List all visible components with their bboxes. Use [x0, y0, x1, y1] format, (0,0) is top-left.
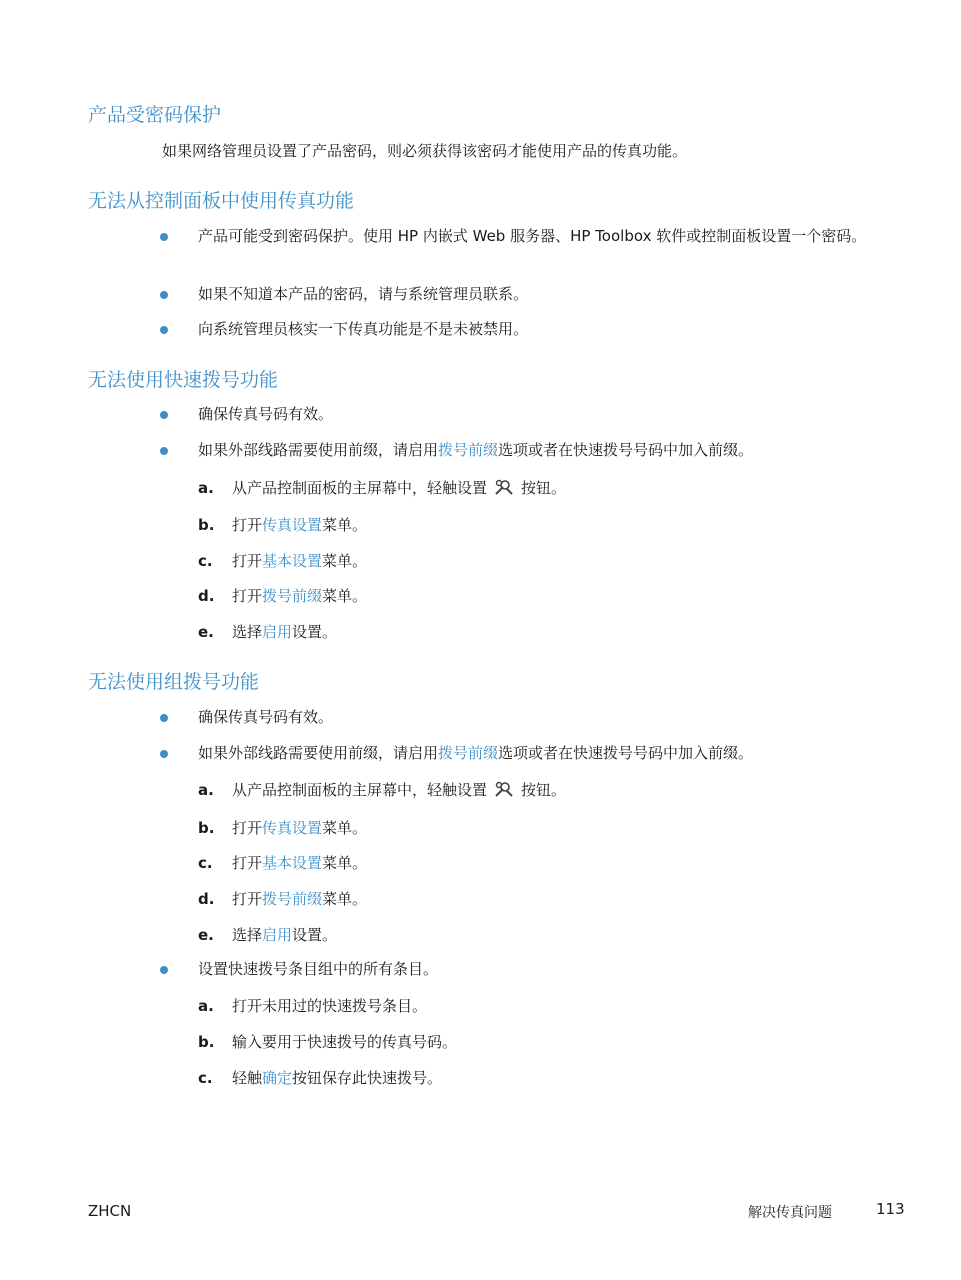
- bullet-text: 向系统管理员核实一下传真功能是不是未被禁用。: [198, 320, 529, 338]
- bullet-text: 确保传真号码有效。: [198, 405, 334, 423]
- bullet-dot: [160, 411, 168, 419]
- step-item: a. 打开未用过的快速拨号条目。: [198, 997, 428, 1015]
- fax-setup-link[interactable]: 传真设置: [262, 516, 323, 534]
- footer-chapter-title: 解决传真问题: [748, 1205, 832, 1221]
- step-item: a. 从产品控制面板的主屏幕中，轻触设置 按钮。: [198, 479, 567, 497]
- bullet-dot: [160, 750, 168, 758]
- step-item: c. 打开基本设置菜单。: [198, 552, 368, 570]
- settings-wrench-icon: [493, 479, 515, 497]
- dial-prefix-link[interactable]: 拨号前缀: [438, 441, 499, 459]
- footer-locale: ZHCN: [88, 1202, 132, 1220]
- enable-link[interactable]: 启用: [262, 926, 293, 944]
- bullet-text: 如果不知道本产品的密码，请与系统管理员联系。: [198, 285, 529, 303]
- step-item: b. 打开传真设置菜单。: [198, 516, 368, 534]
- section-title-group-dial: 无法使用组拨号功能: [88, 671, 260, 693]
- section-title-speed-dial: 无法使用快速拨号功能: [88, 369, 279, 391]
- dial-prefix-menu-link[interactable]: 拨号前缀: [262, 587, 323, 605]
- step-item: e. 选择启用设置。: [198, 926, 338, 944]
- enable-link[interactable]: 启用: [262, 623, 293, 641]
- bullet-text: 设置快速拨号条目组中的所有条目。: [198, 960, 439, 978]
- bullet-dot: [160, 291, 168, 299]
- ok-link[interactable]: 确定: [262, 1069, 293, 1087]
- bullet-text: 产品可能受到密码保护。使用 HP 内嵌式 Web 服务器、HP Toolbox 软件或控制面板设置一个密码。: [198, 227, 867, 245]
- dial-prefix-link[interactable]: 拨号前缀: [438, 744, 499, 762]
- step-item: b. 打开传真设置菜单。: [198, 819, 368, 837]
- step-item: e. 选择启用设置。: [198, 623, 338, 641]
- step-item: c. 轻触确定按钮保存此快速拨号。: [198, 1069, 443, 1087]
- step-item: a. 从产品控制面板的主屏幕中，轻触设置 按钮。: [198, 781, 567, 799]
- bullet-dot: [160, 966, 168, 974]
- step-item: b. 输入要用于快速拨号的传真号码。: [198, 1033, 458, 1051]
- section-title-password: 产品受密码保护: [88, 104, 222, 126]
- settings-wrench-icon: [493, 781, 515, 799]
- page-number: 113: [876, 1200, 905, 1218]
- bullet-text-prefix: 如果外部线路需要使用前缀，请启用拨号前缀选项或者在快速拨号号码中加入前缀。: [198, 744, 754, 762]
- dial-prefix-menu-link[interactable]: 拨号前缀: [262, 890, 323, 908]
- bullet-text-prefix: 如果外部线路需要使用前缀，请启用拨号前缀选项或者在快速拨号号码中加入前缀。: [198, 441, 754, 459]
- bullet-dot: [160, 233, 168, 241]
- bullet-dot: [160, 447, 168, 455]
- step-item: d. 打开拨号前缀菜单。: [198, 587, 368, 605]
- fax-setup-link[interactable]: 传真设置: [262, 819, 323, 837]
- step-item: c. 打开基本设置菜单。: [198, 854, 368, 872]
- step-item: d. 打开拨号前缀菜单。: [198, 890, 368, 908]
- bullet-dot: [160, 714, 168, 722]
- bullet-text: 确保传真号码有效。: [198, 708, 334, 726]
- section-title-control-panel: 无法从控制面板中使用传真功能: [88, 190, 355, 212]
- basic-setup-link[interactable]: 基本设置: [262, 854, 323, 872]
- bullet-dot: [160, 326, 168, 334]
- basic-setup-link[interactable]: 基本设置: [262, 552, 323, 570]
- section-paragraph-password: 如果网络管理员设置了产品密码，则必须获得该密码才能使用产品的传真功能。: [162, 142, 688, 160]
